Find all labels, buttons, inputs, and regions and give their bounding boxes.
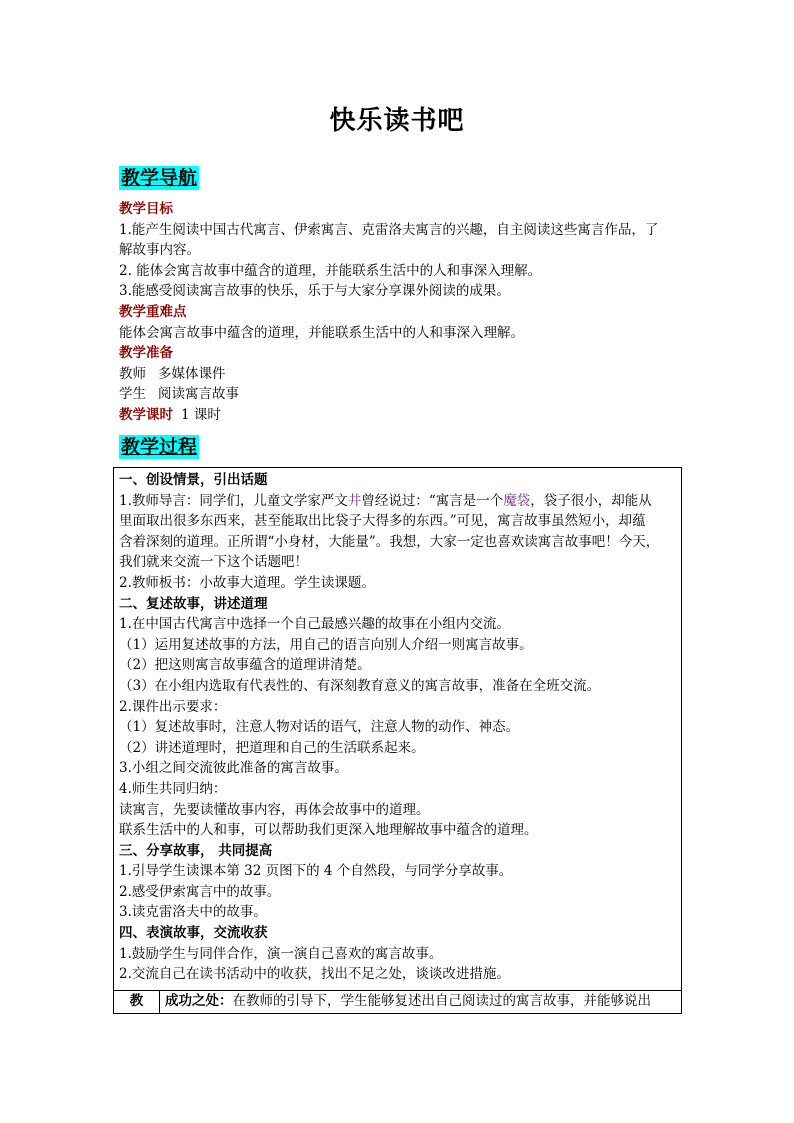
prep-item: 多媒体课件 (158, 365, 226, 382)
reflection-row (113, 991, 682, 1014)
paragraph-line: （2）讲述道理时，把道理和自己的生活联系起来。 (119, 739, 425, 756)
paragraph-line: 2.感受伊索寓言中的故事。 (119, 883, 281, 900)
paragraph-line: （2）把这则寓言故事蕴含的道理讲清楚。 (119, 657, 371, 674)
paragraph-line: 2.教师板书：小故事大道理。学生读课题。 (119, 574, 375, 591)
prep-row-teacher (119, 364, 681, 385)
paragraph-line (119, 491, 677, 512)
prep-role: 学生 (119, 386, 146, 403)
class-hours-row (119, 405, 681, 426)
paragraph-line: （3）在小组内选取有代表性的、有深刻教育意义的寓言故事，准备在全班交流。 (119, 677, 601, 694)
reflection-label-cell: 教 (114, 991, 160, 1013)
teaching-nav-banner: 教学导航 (121, 167, 198, 189)
text-span: 曾经说过：“寓言是一个 (361, 492, 504, 509)
goals-heading: 教学目标 (119, 201, 173, 217)
class-hours-value: 1 课时 (181, 406, 221, 423)
class-hours-heading: 教学课时 (119, 406, 173, 423)
paragraph-line: 1.引导学生读课本第 32 页图下的 4 个自然段，与同学分享故事。 (119, 863, 513, 880)
teaching-process-banner: 教学过程 (121, 436, 198, 458)
section-title: 三、分享故事， 共同提高 (119, 842, 273, 859)
goal-line: 解故事内容。 (119, 242, 200, 259)
paragraph-line: （1）运用复述故事的方法，用自己的语言向别人介绍一则寓言故事。 (119, 636, 533, 653)
section-title: 二、复述故事，讲述道理 (119, 595, 268, 612)
paragraph-line: 里面取出很多东西来，甚至能取出比袋子大得多的东西。”可见，寓言故事虽然短小，却蕴 (119, 513, 646, 530)
teaching-nav-section (119, 199, 681, 426)
key-points-text: 能体会寓言故事中蕴含的道理，并能联系生活中的人和事深入理解。 (119, 324, 524, 341)
reflection-text-cell (160, 991, 651, 1013)
paragraph-line: 联系生活中的人和事，可以帮助我们更深入地理解故事中蕴含的道理。 (119, 822, 538, 839)
paragraph-line: 4.师生共同归纳： (119, 780, 227, 797)
paragraph-line: 含着深刻的道理。正所谓“小身材，大能量”。我想，大家一定也喜欢读寓言故事吧！今天， (119, 533, 660, 550)
page-title: 快乐读书吧 (329, 106, 465, 136)
paragraph-line: 3.读克雷洛夫中的故事。 (119, 904, 267, 921)
section-title: 一、创设情景，引出话题 (119, 472, 268, 488)
key-points-heading: 教学重难点 (119, 303, 187, 320)
success-text: 在教师的引导下，学生能够复述出自己阅读过的寓言故事，并能够说出 (232, 993, 651, 1009)
paragraph-line: （1）复述故事时，注意人物对话的语气，注意人物的动作、神态。 (119, 719, 520, 736)
highlight-text: 魔袋 (503, 492, 531, 509)
paragraph-line: 1.在中国古代寓言中选择一个自己最感兴趣的故事在小组内交流。 (119, 616, 510, 633)
success-label: 成功之处： (165, 993, 233, 1009)
prep-item: 阅读寓言故事 (158, 386, 239, 403)
paragraph-line: 我们就来交流一下这个话题吧！ (119, 554, 308, 571)
text-span: 1.教师导言：同学们，儿童文学家严文 (119, 492, 348, 509)
goal-line: 2. 能体会寓言故事中蕴含的道理，并能联系生活中的人和事深入理解。 (119, 262, 542, 279)
preparation-heading: 教学准备 (119, 345, 173, 362)
paragraph-line: 3.小组之间交流彼此准备的寓言故事。 (119, 760, 348, 777)
prep-row-student (119, 384, 681, 405)
highlight-text: 井 (347, 492, 362, 509)
prep-role: 教师 (119, 365, 146, 382)
paragraph-line: 2.交流自己在读书活动中的收获，找出不足之处，谈谈改进措施。 (119, 966, 510, 983)
goal-line: 1.能产生阅读中国古代寓言、伊索寓言、克雷洛夫寓言的兴趣，自主阅读这些寓言作品，了 (119, 221, 659, 238)
goal-line: 3.能感受阅读寓言故事的快乐，乐于与大家分享课外阅读的成果。 (119, 283, 510, 300)
paragraph-line: 1.鼓励学生与同伴合作，演一演自己喜欢的寓言故事。 (119, 945, 443, 962)
text-span: ，袋子很小，却能从 (530, 492, 652, 509)
paragraph-line: 2.课件出示要求： (119, 698, 227, 715)
section-title: 四、表演故事，交流收获 (119, 925, 268, 942)
paragraph-line: 读寓言，先要读懂故事内容，再体会故事中的道理。 (119, 801, 430, 818)
teaching-process-box (113, 467, 682, 991)
